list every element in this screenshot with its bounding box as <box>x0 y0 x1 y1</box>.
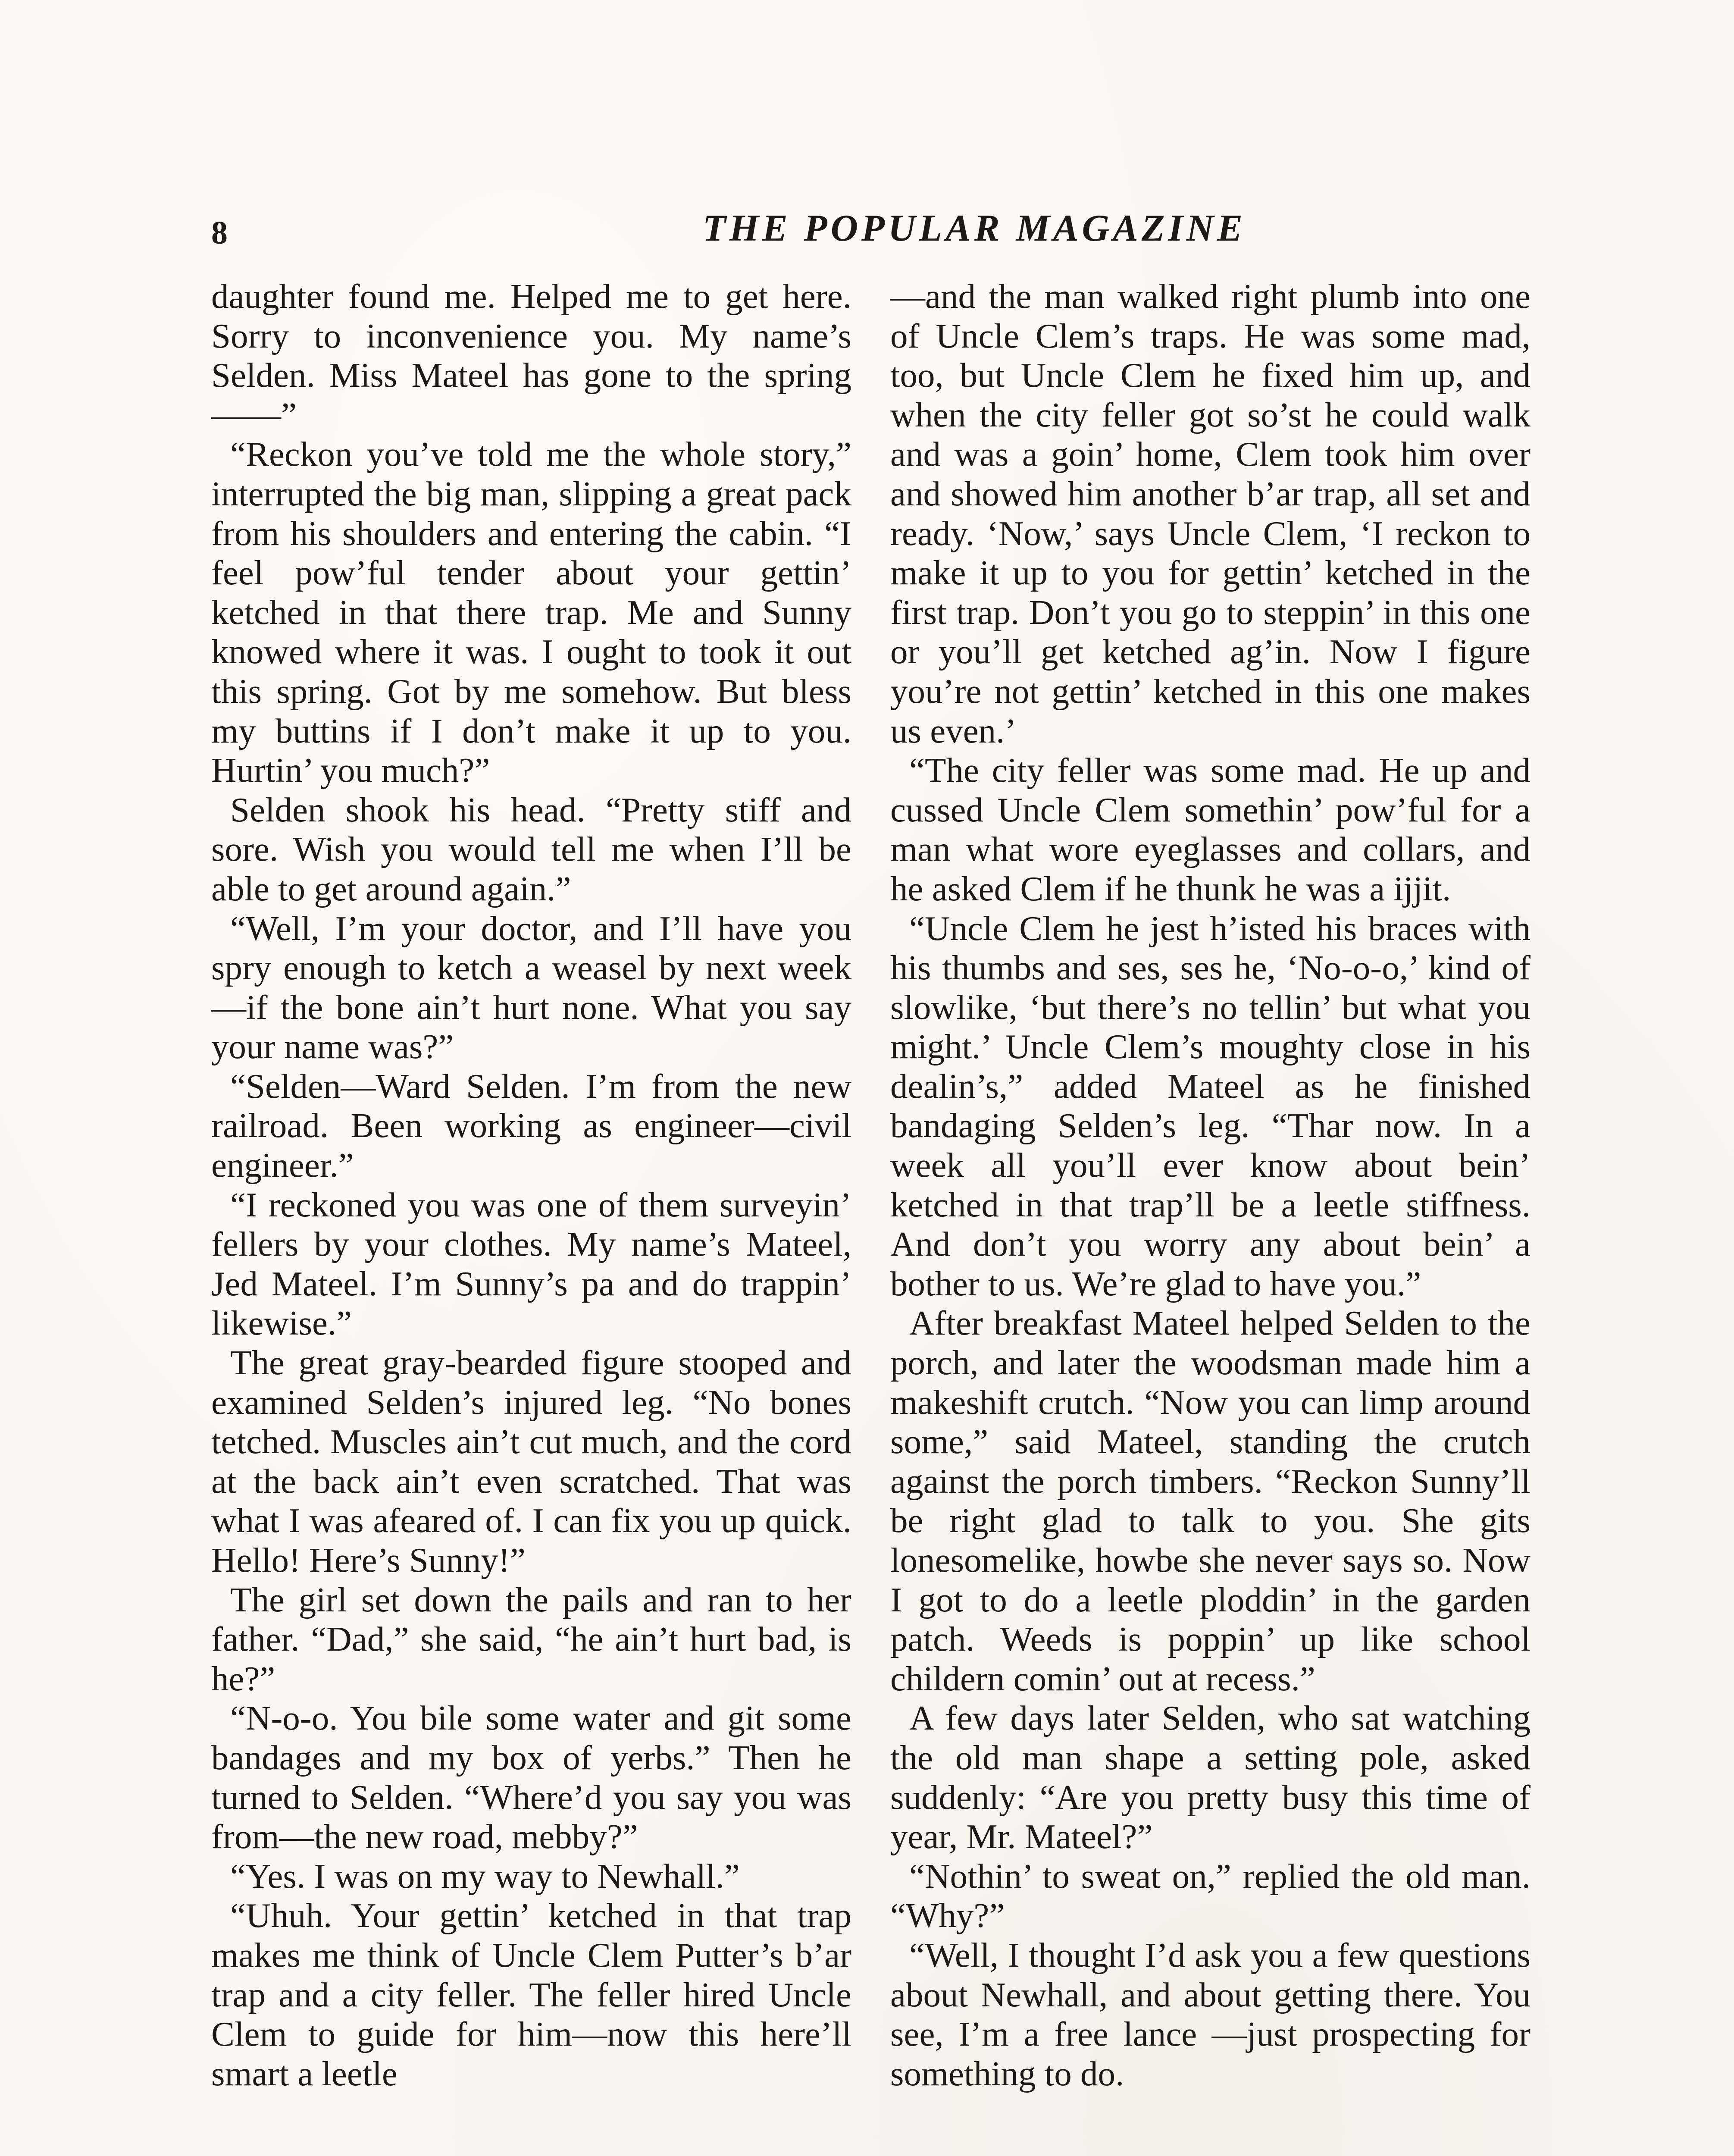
paragraph: “Reckon you’ve told me the whole story,” interrupted the big man, slipping a great pack from his shoulders and entering the cabin. “I feel pow’ful tender about your gettin’ ketched in that there trap. Me and Sunny knowed where it was. I ought to took it out this spring. Got by me somehow. But bless my buttins if I don’t make it up to you. Hurtin’ you much?” <box>211 435 851 790</box>
paragraph: “N-o-o. You bile some water and git some bandages and my box of yerbs.” Then he turned to Selden. “Where’d you say you was from—the new road, mebby?” <box>211 1698 851 1856</box>
paragraph: A few days later Selden, who sat watching the old man shape a setting pole, asked suddenly: “Are you pretty busy this time of year, Mr. Mateel?” <box>890 1698 1531 1856</box>
paragraph: “Selden—Ward Selden. I’m from the new railroad. Been working as engineer—civil engineer.” <box>211 1066 851 1185</box>
page-number: 8 <box>211 215 228 251</box>
page-header <box>211 203 1522 263</box>
paragraph: daughter found me. Helped me to get here. Sorry to inconvenience you. My name’s Selden. Miss Mateel has gone to the spring——” <box>211 277 851 434</box>
paragraph: Selden shook his head. “Pretty stiff and sore. Wish you would tell me when I’ll be able to get around again.” <box>211 790 851 908</box>
left-text-column <box>211 277 851 2093</box>
paragraph: “Well, I’m your doctor, and I’ll have you spry enough to ketch a weasel by next week—if the bone ain’t hurt none. What you say your name was?” <box>211 909 851 1066</box>
paragraph: “Well, I thought I’d ask you a few questions about Newhall, and about getting there. You see, I’m a free lance —just prospecting for something to do. <box>890 1935 1531 2093</box>
paragraph: —and the man walked right plumb into one of Uncle Clem’s traps. He was some mad, too, but Uncle Clem he fixed him up, and when the city feller got so’st he could walk and was a goin’ home, Clem took him over and showed him another b’ar trap, all set and ready. ‘Now,’ says Uncle Clem, ‘I reckon to make it up to you for gettin’ ketched in the first trap. Don’t you go to steppin’ in this one or you’ll get ketched ag’in. Now I figure you’re not gettin’ ketched in this one makes us even.’ <box>890 277 1531 750</box>
paragraph: “Uhuh. Your gettin’ ketched in that trap makes me think of Uncle Clem Putter’s b’ar trap and a city feller. The feller hired Uncle Clem to guide for him—now this here’ll smart a leetle <box>211 1896 851 2093</box>
right-text-column <box>890 277 1531 2093</box>
magazine-title: THE POPULAR MAGAZINE <box>702 207 1246 249</box>
paragraph: “Uncle Clem he jest h’isted his braces with his thumbs and ses, ses he, ‘No-o-o,’ kind of slowlike, ‘but there’s no tellin’ but what you might.’ Uncle Clem’s moughty close in his dealin’s,” added Mateel as he finished bandaging Selden’s leg. “Thar now. In a week all you’ll ever know about bein’ ketched in that trap’ll be a leetle stiffness. And don’t you worry any about bein’ a bother to us. We’re glad to have you.” <box>890 909 1531 1303</box>
paragraph: The great gray-bearded figure stooped and examined Selden’s injured leg. “No bones tetched. Muscles ain’t cut much, and the cord at the back ain’t even scratched. That was what I was afeared of. I can fix you up quick. Hello! Here’s Sunny!” <box>211 1343 851 1579</box>
paragraph: “Yes. I was on my way to Newhall.” <box>230 1856 740 1896</box>
paragraph: “I reckoned you was one of them surveyin’ fellers by your clothes. My name’s Mateel, Jed Mateel. I’m Sunny’s pa and do trappin’ likewise.” <box>211 1185 851 1343</box>
paragraph: The girl set down the pails and ran to her father. “Dad,” she said, “he ain’t hurt bad, is he?” <box>211 1580 851 1698</box>
paragraph: “The city feller was some mad. He up and cussed Uncle Clem somethin’ pow’ful for a man what wore eyeglasses and collars, and he asked Clem if he thunk he was a ijjit. <box>890 751 1531 908</box>
paragraph: “Nothin’ to sweat on,” replied the old man. “Why?” <box>890 1856 1531 1935</box>
paragraph: After breakfast Mateel helped Selden to the porch, and later the woodsman made him a makeshift crutch. “Now you can limp around some,” said Mateel, standing the crutch against the porch timbers. “Reckon Sunny’ll be right glad to talk to you. She gits lonesomelike, howbe she never says so. Now I got to do a leetle ploddin’ in the garden patch. Weeds is poppin’ up like school childern comin’ out at recess.” <box>890 1304 1531 1698</box>
